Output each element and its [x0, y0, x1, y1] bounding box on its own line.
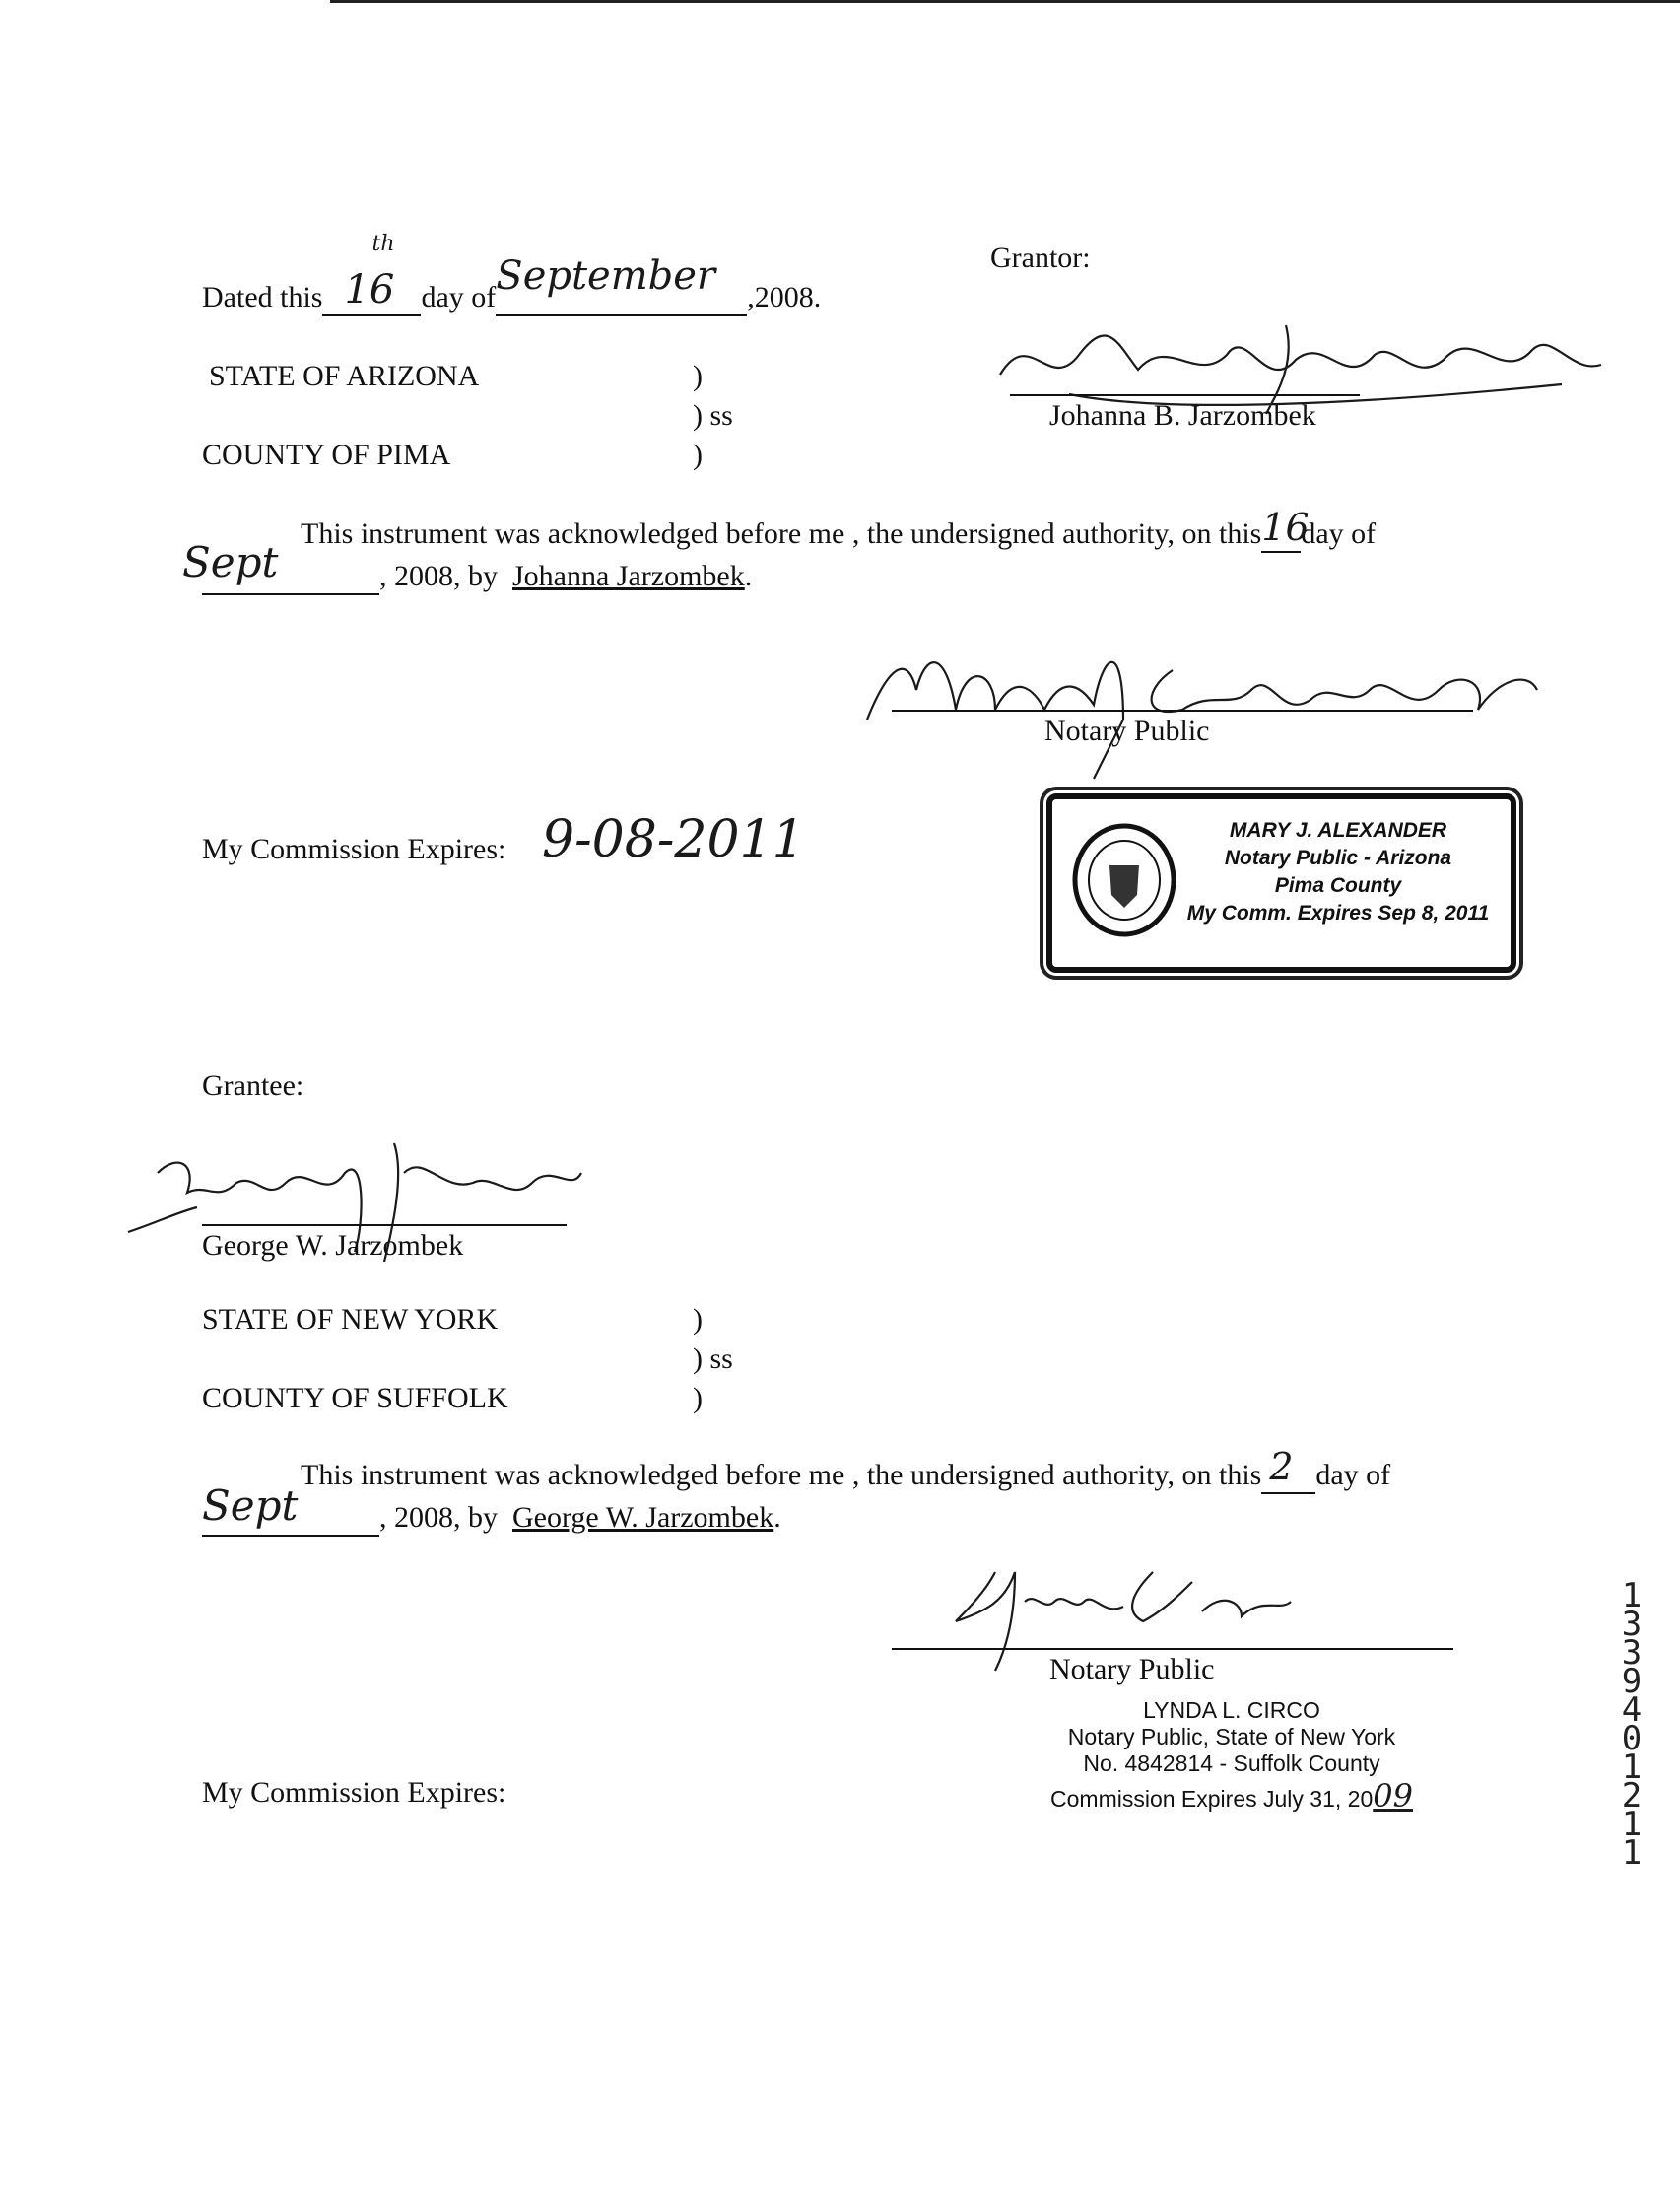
- side-digit: 9: [1621, 1662, 1643, 1701]
- ack-day-of-2: day of: [1315, 1459, 1391, 1491]
- dated-prefix: Dated this: [202, 281, 323, 313]
- dated-month-handwritten: September: [496, 253, 716, 299]
- state-arizona: STATE OF ARIZONA: [209, 360, 480, 392]
- paren-1: ): [693, 360, 703, 392]
- ack-day-blank-2: [1261, 1445, 1315, 1494]
- side-document-number: [1614, 1576, 1649, 1873]
- grantee-label: Grantee:: [202, 1069, 304, 1102]
- ack-month-blank-2: [202, 1481, 379, 1537]
- side-digit: 1: [1621, 1576, 1643, 1615]
- notary-public-label-2: Notary Public: [1049, 1653, 1215, 1685]
- ack-month-handwritten-2: Sept: [202, 1481, 299, 1530]
- arizona-notary-stamp: [1046, 793, 1516, 973]
- dated-day-handwritten: 16: [344, 267, 395, 312]
- notary-signature-line-1: [892, 710, 1473, 712]
- grantee-name: George W. Jarzombek: [202, 1229, 464, 1262]
- dated-line: [202, 232, 822, 316]
- dated-day-suffix-handwritten: th: [371, 232, 395, 256]
- stamp-line-1: MARY J. ALEXANDER: [1229, 819, 1447, 842]
- dated-year: ,2008.: [747, 281, 822, 313]
- county-pima: COUNTY OF PIMA: [202, 439, 451, 471]
- ny-stamp-line-2: Notary Public, State of New York: [1067, 1724, 1396, 1749]
- notary-signature-alexander: [847, 631, 1596, 779]
- arizona-seal-icon: [1070, 821, 1178, 939]
- notary-signature-line-2: [892, 1648, 1453, 1650]
- stamp-line-3: Pima County: [1274, 874, 1402, 897]
- ny-stamp-line-4: [1044, 1777, 1419, 1815]
- paren-3: ): [693, 1303, 703, 1336]
- ny-stamp-line-4-text: Commission Expires July 31, 20: [1050, 1786, 1374, 1812]
- paren-4: ): [693, 1382, 703, 1414]
- ny-notary-stamp: [1044, 1697, 1419, 1815]
- ack-mid: , 2008, by: [379, 560, 498, 592]
- stamp-line-4: My Comm. Expires Sep 8, 2011: [1186, 902, 1490, 925]
- ack-line-1-arizona: [301, 506, 1377, 553]
- ack-end-2: .: [773, 1501, 781, 1534]
- side-digit: 4: [1621, 1690, 1643, 1730]
- stamp-line-2: Notary Public - Arizona: [1224, 847, 1452, 869]
- ack-text-2: This instrument was acknowledged before me , the undersigned authority, on this: [301, 1459, 1262, 1491]
- ss-1: ) ss: [693, 399, 733, 432]
- commission-date-handwritten: 9-08-2011: [542, 810, 805, 869]
- ack-text-1: This instrument was acknowledged before me , the undersigned authority, on this: [301, 517, 1262, 550]
- ack-month-blank: [182, 538, 379, 595]
- side-digit: 3: [1621, 1633, 1643, 1673]
- ack-line-1-newyork: [301, 1445, 1391, 1494]
- ny-stamp-year-handwritten: 09: [1373, 1777, 1413, 1815]
- dated-middle: day of: [421, 281, 497, 313]
- ack-month-handwritten: Sept: [182, 538, 279, 586]
- ack-end: .: [744, 560, 753, 592]
- grantor-signature-line: [1010, 394, 1360, 396]
- side-digit: 0: [1621, 1719, 1643, 1758]
- state-new-york: STATE OF NEW YORK: [202, 1303, 499, 1336]
- side-digit: 3: [1621, 1605, 1643, 1644]
- side-digit: 1: [1621, 1833, 1643, 1873]
- ny-stamp-line-3: No. 4842814 - Suffolk County: [1083, 1750, 1380, 1776]
- ack-person: Johanna Jarzombek: [512, 560, 745, 592]
- side-digit: 1: [1621, 1748, 1643, 1787]
- top-edge-line: [330, 0, 1680, 3]
- grantee-signature-line: [202, 1224, 567, 1226]
- dated-month-blank: [496, 253, 747, 316]
- side-digit: 2: [1621, 1776, 1643, 1816]
- grantor-label: Grantor:: [990, 241, 1091, 274]
- ack-day-handwritten-2: 2: [1269, 1445, 1294, 1488]
- paren-2: ): [693, 439, 703, 471]
- dated-day-blank: [322, 232, 421, 316]
- grantor-name: Johanna B. Jarzombek: [1049, 399, 1316, 432]
- ack-day-handwritten: 16: [1261, 506, 1310, 549]
- ack-line-2-newyork: [202, 1481, 781, 1537]
- ack-line-2-arizona: [182, 538, 753, 595]
- commission-label-1: My Commission Expires:: [202, 833, 506, 865]
- ack-day-blank: [1261, 506, 1310, 553]
- notary-public-label-1: Notary Public: [1044, 715, 1210, 747]
- county-suffolk: COUNTY OF SUFFOLK: [202, 1382, 508, 1414]
- ss-2: ) ss: [693, 1342, 733, 1375]
- ny-stamp-line-1: LYNDA L. CIRCO: [1143, 1697, 1320, 1723]
- ack-mid-2: , 2008, by: [379, 1501, 498, 1534]
- side-digit: 1: [1621, 1805, 1643, 1844]
- ack-person-2: George W. Jarzombek: [512, 1501, 774, 1534]
- commission-label-2: My Commission Expires:: [202, 1776, 506, 1809]
- ack-day-of: day of: [1301, 517, 1377, 550]
